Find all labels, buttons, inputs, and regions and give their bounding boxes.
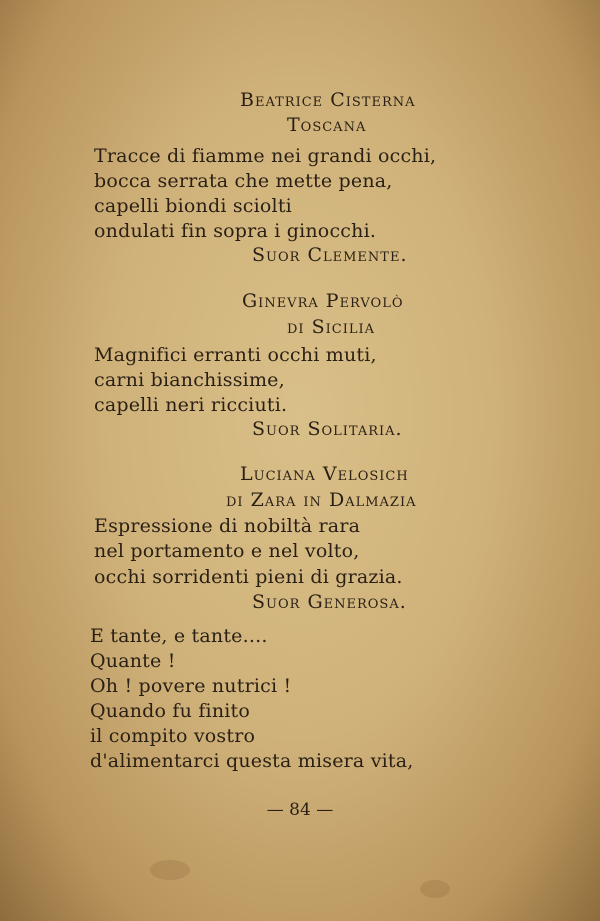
page-number: — 84 — bbox=[266, 800, 334, 820]
verse-line: capelli neri ricciuti. bbox=[94, 394, 288, 416]
verse-line: capelli biondi sciolti bbox=[94, 195, 292, 217]
closing-line: d'alimentarci questa misera vita, bbox=[90, 750, 414, 772]
verse-line: Espressione di nobiltà rara bbox=[94, 515, 361, 537]
entry-origin: di Zara in Dalmazia bbox=[226, 489, 417, 511]
closing-line: Oh ! povere nutrici ! bbox=[90, 675, 292, 697]
verse-line: Tracce di fiamme nei grandi occhi, bbox=[94, 145, 437, 167]
verse-line: nel portamento e nel volto, bbox=[94, 540, 360, 562]
verse-line: occhi sorridenti pieni di grazia. bbox=[94, 566, 403, 588]
entry-name: Luciana Velosich bbox=[240, 463, 409, 485]
closing-line: Quante ! bbox=[90, 650, 176, 672]
verse-line: Magnifici erranti occhi muti, bbox=[94, 344, 377, 366]
entry-origin: Toscana bbox=[287, 114, 367, 136]
verse-line: bocca serrata che mette pena, bbox=[94, 170, 393, 192]
verse-line: carni bianchissime, bbox=[94, 369, 285, 391]
closing-line: Quando fu finito bbox=[90, 700, 251, 722]
verse-line: ondulati fin sopra i ginocchi. bbox=[94, 220, 377, 242]
entry-origin: di Sicilia bbox=[287, 316, 375, 338]
signature: Suor Clemente. bbox=[252, 244, 408, 266]
signature: Suor Solitaria. bbox=[252, 418, 403, 440]
signature: Suor Generosa. bbox=[252, 591, 407, 613]
paper-stain bbox=[150, 860, 190, 880]
entry-name: Beatrice Cisterna bbox=[240, 89, 416, 111]
paper-stain bbox=[420, 880, 450, 898]
closing-line: E tante, e tante.... bbox=[90, 625, 268, 647]
closing-line: il compito vostro bbox=[90, 725, 256, 747]
entry-name: Ginevra Pervolò bbox=[242, 290, 404, 312]
